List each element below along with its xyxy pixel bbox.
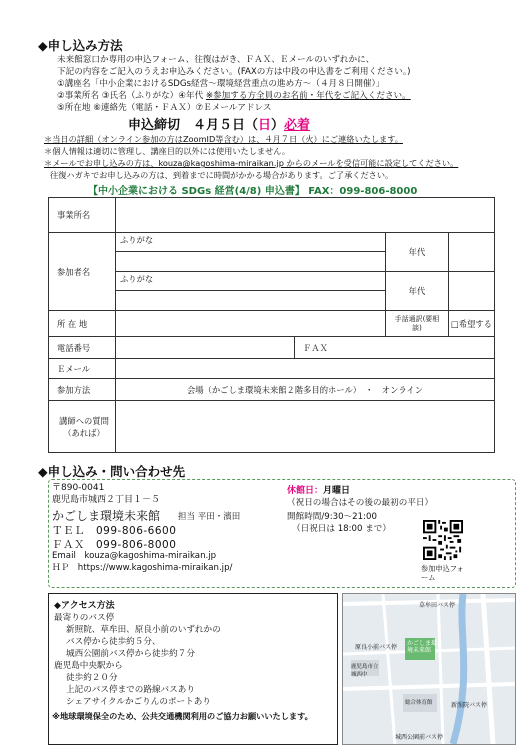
deadline-paren: ）: [271, 118, 285, 133]
apply-line-1: 未来館窓口か専用の申込フォーム、往復はがき、ＦＡＸ、Ｅメールのいずれかに、: [57, 55, 375, 65]
map-bus-stop-somuta: 草牟田バス停: [419, 602, 456, 609]
closed-day-label: 休館日：: [287, 486, 324, 496]
furigana-2[interactable]: ふりがな: [116, 272, 386, 291]
form-heading: 【中小企業における SDGs 経営(4/8) 申込書】 FAX：099-806-8000: [88, 186, 418, 197]
closed-day: [287, 483, 350, 496]
furigana-1[interactable]: ふりがな: [116, 233, 386, 252]
map-label-2: 城西中: [351, 672, 368, 678]
sign-language-checkbox[interactable]: □希望する: [448, 311, 494, 337]
note-1: ＊当日の詳細（オンライン参加の方はZoomID等含む）は、４月７日（火）にご連絡いたします。: [44, 134, 403, 144]
email-field[interactable]: [116, 359, 495, 379]
office-label: 事業所名: [49, 198, 116, 233]
map-label-3: 総合体育館: [405, 700, 433, 706]
map-venue-label: かごしま環境未来館: [407, 640, 438, 654]
contact-tel: ＴＥＬ 099-806-6600: [52, 525, 177, 537]
deadline: [128, 114, 310, 133]
method-options[interactable]: 会場（かごしま環境未来館２階多目的ホール） ・ オンライン: [116, 379, 495, 401]
access-map[interactable]: [342, 593, 516, 745]
map-bus-stop-harara: 原良小前バス停: [355, 644, 398, 651]
age-label-2: 年代: [385, 272, 448, 311]
address-label: 所 在 地: [49, 311, 116, 337]
fax-cell[interactable]: [295, 337, 495, 359]
closed-day-note: （祝日の場合はその後の最初の平日）: [287, 498, 434, 508]
apply-section-title: ◆申し込み方法: [38, 38, 123, 53]
deadline-day: 日: [258, 118, 272, 133]
qr-code-icon[interactable]: [423, 520, 463, 560]
opening-hours-note: （日祝日は 18:00 まで）: [292, 524, 391, 534]
age-field-2[interactable]: [448, 272, 494, 311]
opening-hours: 開館時間/9:30～21:00: [287, 512, 377, 522]
deadline-must: 必着: [284, 118, 311, 133]
deadline-text: 申込締切 ４月５日（: [128, 118, 259, 133]
closed-day-value: 月曜日: [323, 486, 351, 496]
contact-homepage[interactable]: ＨＰ https://www.kagoshima-miraikan.jp/: [52, 563, 233, 573]
apply-line-4-note: ※参加する方全員のお名前・年代をご記入ください。: [205, 91, 411, 101]
age-label-1: 年代: [385, 233, 448, 272]
application-form: [48, 197, 495, 453]
apply-line-4: [57, 90, 411, 102]
name-field-2[interactable]: [116, 291, 386, 311]
qr-label: 参加申込フォーム: [421, 564, 464, 582]
apply-line-2: 下記の内容をご記入のうえお申込みください。(FAXの方は中段の申込書をご利用ください。): [57, 67, 411, 77]
access-bus-line-3: 城西公園前バス停から徒歩約７分: [66, 649, 195, 659]
contact-section-title: ◆申し込み・問い合わせ先: [38, 464, 186, 479]
participant-label: 参加者名: [49, 233, 116, 311]
access-station-line-1: 徒歩約２０分: [66, 673, 118, 683]
apply-line-5: ⑤所在地 ⑥連絡先（電話・ＦＡＸ）⑦Ｅメールアドレス: [57, 103, 272, 113]
email-label: Ｅメール: [49, 359, 116, 379]
sign-language-label: 手話通訳(要相談): [385, 311, 448, 337]
contact-email[interactable]: Email kouza@kagoshima-miraikan.jp: [52, 551, 217, 561]
contact-zip: 〒890-0041: [52, 483, 105, 493]
note-3: ＊メールでお申し込みの方は、kouza@kagoshima-miraikan.jp からのメールを受信可能に設定してください。: [44, 158, 459, 168]
phone-field[interactable]: [116, 337, 295, 359]
contact-address: 鹿児島市城西２丁目１－５: [52, 495, 161, 505]
fax-label: ＦＡＸ: [303, 342, 328, 353]
access-subtitle-station: 鹿児島中央駅から: [54, 661, 123, 671]
question-field[interactable]: [116, 401, 495, 453]
note-2: ＊個人情報は適切に管理し、講座目的以外には使用いたしません。: [44, 146, 291, 156]
apply-line-4-items: ②事業所名 ③氏名（ふりがな）④年代: [57, 91, 206, 101]
access-title: ◆アクセス方法: [54, 601, 115, 611]
access-bus-line-1: 新照院、草牟田、原良小前のいずれかの: [66, 625, 221, 635]
office-field[interactable]: [116, 198, 495, 233]
map-label-1: 鹿児島市立: [351, 664, 379, 670]
contact-staff: 担当 平田・濱田: [178, 512, 241, 522]
phone-label: 電話番号: [49, 337, 116, 359]
map-bus-stop-josei: 城西公園前バス停: [395, 734, 444, 741]
map-bus-stop-shinshoin: 新照院バス停: [451, 702, 488, 709]
access-station-line-2: 上記のバス停までの路線バスあり: [66, 685, 195, 695]
access-subtitle-bus: 最寄りのバス停: [54, 613, 115, 623]
access-bus-line-2: バス停から徒歩約５分、: [66, 637, 161, 647]
address-field[interactable]: [116, 311, 386, 337]
method-label: 参加方法: [49, 379, 116, 401]
question-label: 講師への質問（あれば）: [49, 401, 116, 453]
name-field-1[interactable]: [116, 252, 386, 272]
note-4: 往復ハガキでお申し込みの方は、到着までに時間がかかる場合があります。ご了承ください。: [50, 170, 394, 180]
apply-line-3: ①講座名「中小企業におけるSDGs経営～環境経営重点の進め方～（４月８日開催）」: [57, 79, 385, 89]
contact-org: かごしま環境未来館: [52, 509, 161, 523]
contact-fax: ＦＡＸ 099-806-8000: [52, 539, 177, 551]
access-station-line-3: シェアサイクルかごりんのポートあり: [66, 697, 211, 707]
access-note: ※地球環境保全のため、公共交通機関利用のご協力お願いいたします。: [52, 711, 313, 721]
age-field-1[interactable]: [448, 233, 494, 272]
